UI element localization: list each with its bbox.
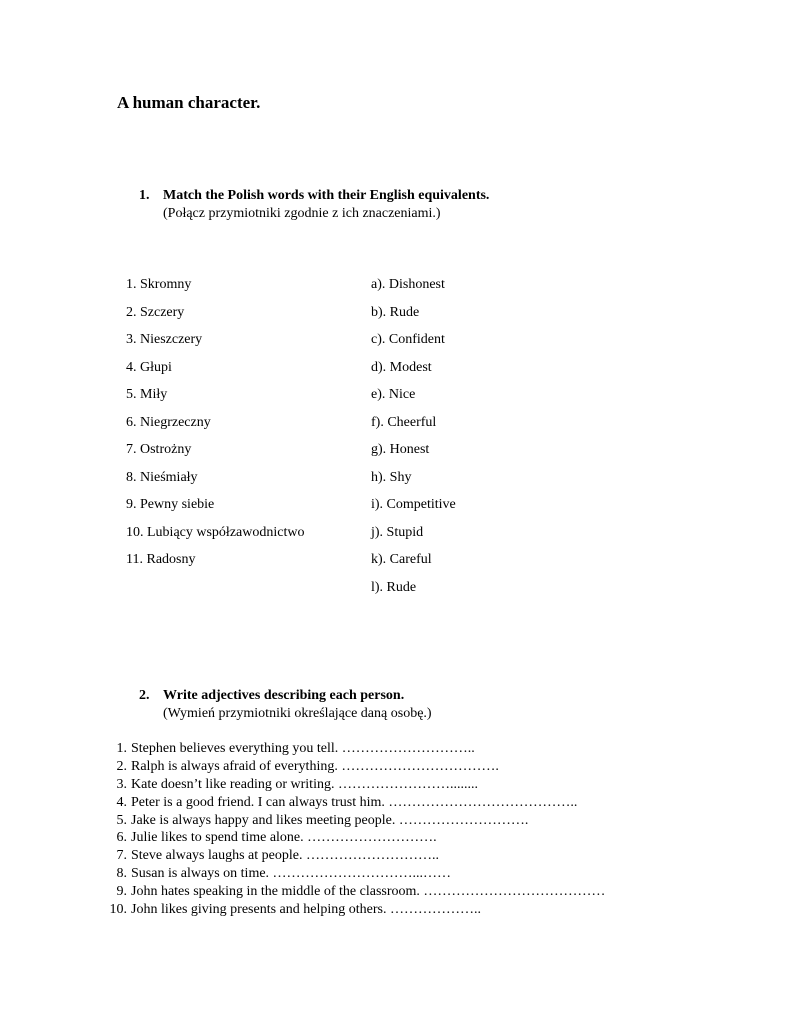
english-word: d). Modest: [371, 359, 432, 375]
task1-number: 1.: [139, 188, 150, 203]
task2-subtitle: (Wymień przymiotniki określające daną osobę.): [163, 706, 432, 721]
task1-heading: [139, 187, 489, 223]
sentence-item: [107, 901, 605, 919]
sentence-item: [107, 847, 605, 865]
english-word: e). Nice: [371, 387, 416, 402]
sentence-item: [107, 865, 605, 883]
sentence-number: 4.: [116, 794, 127, 810]
polish-word: 5. Miły: [126, 387, 168, 402]
sentences-list: [107, 740, 605, 919]
sentence-text: John hates speaking in the middle of the classroom. …………………………………: [131, 884, 606, 900]
english-word: g). Honest: [371, 442, 430, 457]
english-word: b). Rude: [371, 304, 420, 320]
polish-word: 4. Głupi: [126, 359, 172, 375]
task2-number: 2.: [139, 688, 150, 703]
sentence-item: [107, 883, 605, 901]
sentence-text: Peter is a good friend. I can always trust him. …………………………………..: [131, 794, 578, 810]
polish-word: 2. Szczery: [126, 304, 185, 320]
english-word: h). Shy: [371, 469, 412, 485]
polish-word: 7. Ostrożny: [126, 442, 192, 457]
polish-word: 1. Skromny: [126, 277, 192, 292]
sentence-number: 7.: [116, 848, 127, 864]
sentence-text: Stephen believes everything you tell. ………………………..: [131, 741, 475, 756]
sentence-text: Ralph is always afraid of everything. …………………………….: [131, 758, 499, 774]
sentence-text: Julie likes to spend time alone. ……………………….: [131, 830, 437, 846]
sentence-number: 1.: [116, 741, 127, 756]
sentence-number: 10.: [109, 902, 127, 918]
sentence-text: Susan is always on time. …………………………...……: [131, 866, 452, 882]
task1-subtitle: (Połącz przymiotniki zgodnie z ich znaczeniami.): [163, 206, 441, 221]
sentence-item: [107, 758, 605, 776]
task2-instruction: Write adjectives describing each person.: [163, 688, 405, 703]
polish-words-list: [126, 275, 304, 578]
polish-word: 10. Lubiący współzawodnictwo: [126, 524, 305, 540]
english-word: f). Cheerful: [371, 414, 437, 430]
sentence-item: [107, 829, 605, 847]
task2-heading: [139, 687, 432, 723]
polish-word: 11. Radosny: [126, 552, 196, 567]
sentence-number: 6.: [116, 830, 127, 846]
page-title: A human character.: [117, 93, 261, 112]
sentence-number: 9.: [116, 884, 127, 900]
sentence-number: 8.: [116, 866, 127, 882]
polish-word: 9. Pewny siebie: [126, 497, 215, 512]
sentence-item: [107, 794, 605, 812]
polish-word: 6. Niegrzeczny: [126, 414, 211, 430]
sentence-text: Jake is always happy and likes meeting people. ……………………….: [131, 812, 529, 828]
english-word: a). Dishonest: [371, 277, 445, 292]
polish-word: 3. Nieszczery: [126, 332, 203, 347]
sentence-item: [107, 740, 605, 758]
sentence-item: [107, 812, 605, 830]
sentence-text: Kate doesn’t like reading or writing. ……………………........: [131, 776, 478, 792]
english-words-list: [371, 275, 456, 605]
sentence-number: 3.: [116, 776, 127, 792]
english-word: i). Competitive: [371, 497, 456, 512]
english-word: j). Stupid: [371, 524, 424, 540]
english-word: k). Careful: [371, 552, 432, 567]
task1-instruction: Match the Polish words with their English equivalents.: [163, 188, 490, 203]
sentence-text: John likes giving presents and helping others. ………………..: [131, 902, 481, 918]
sentence-item: [107, 776, 605, 794]
sentence-number: 2.: [116, 758, 127, 774]
english-word: l). Rude: [371, 579, 417, 595]
polish-word: 8. Nieśmiały: [126, 469, 198, 485]
sentence-number: 5.: [116, 812, 127, 828]
sentence-text: Steve always laughs at people. ………………………..: [131, 848, 439, 864]
english-word: c). Confident: [371, 332, 445, 347]
